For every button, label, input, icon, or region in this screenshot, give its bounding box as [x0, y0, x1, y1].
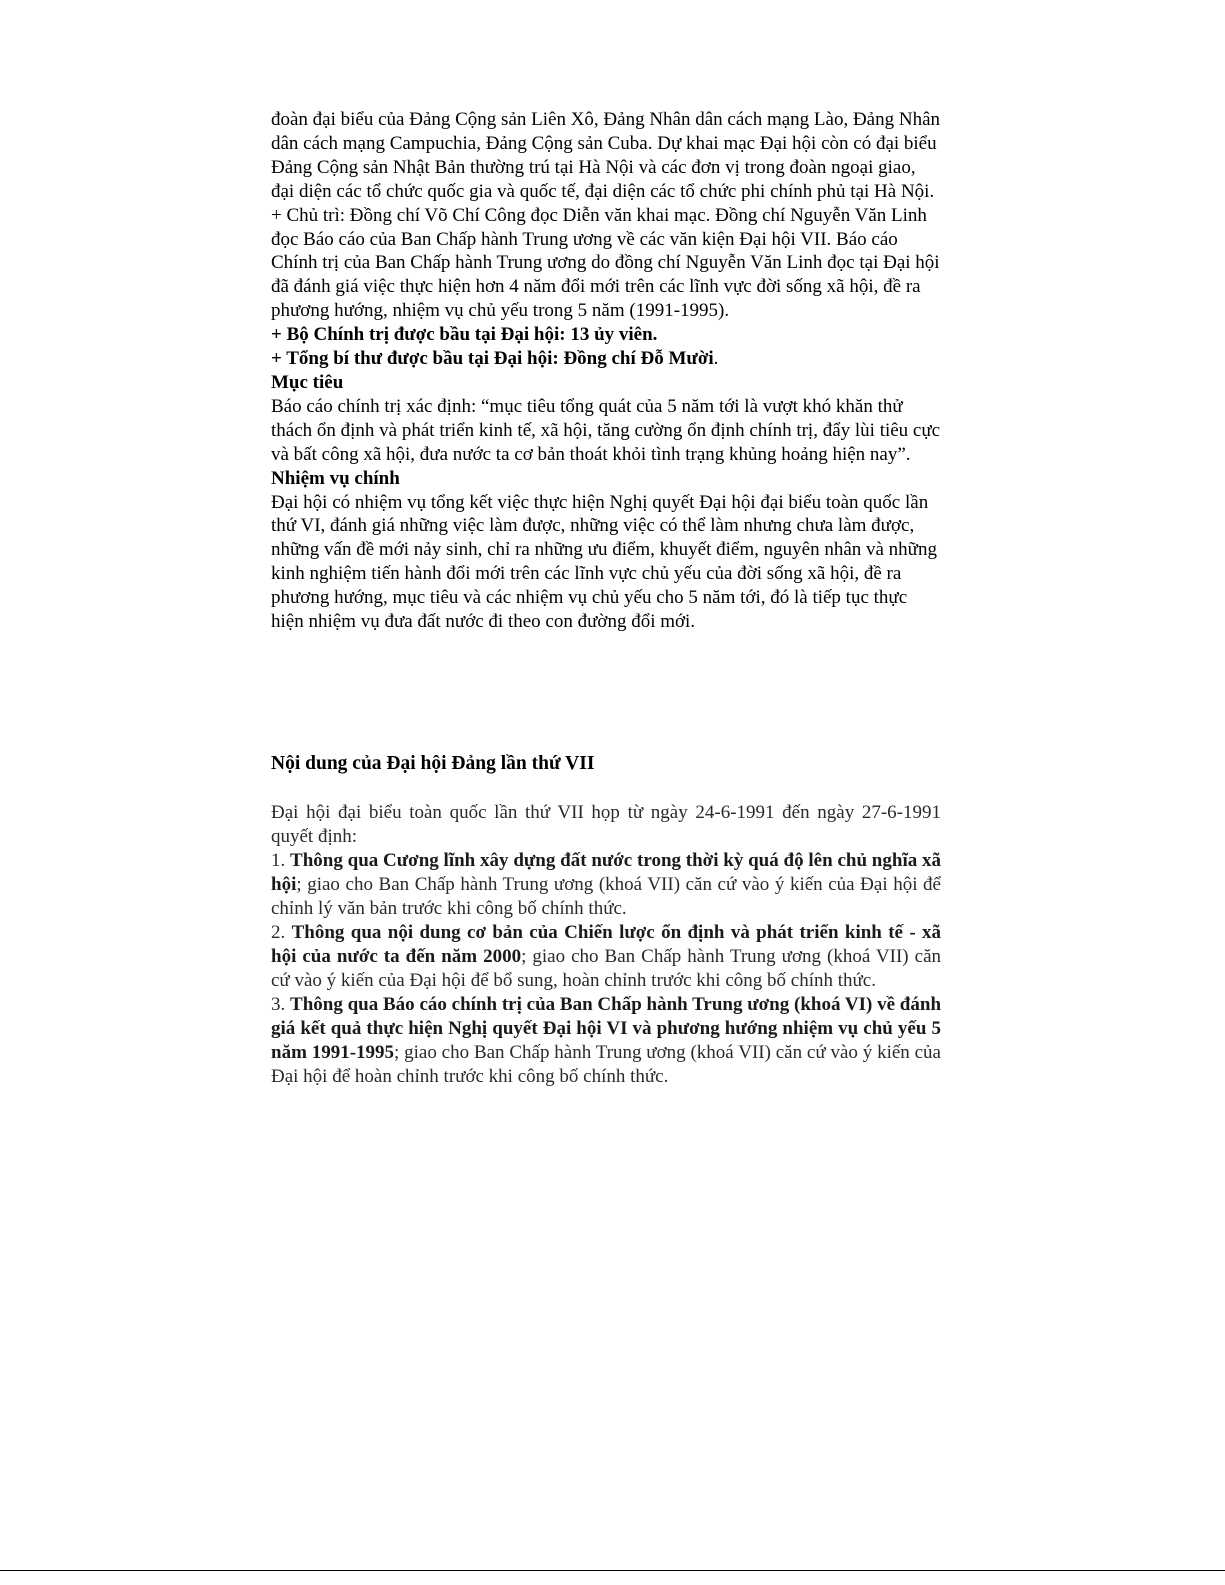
item-bold-text: Thông qua Báo cáo chính trị của Ban Chấp hành Trung ương (khoá VI) về đánh giá kết quả thực hiện Nghị quyết Đại hội VI và phương hướng nhiệm vụ chủ yếu 5 năm 1991-1995 [271, 994, 942, 1063]
item-bold-text: Thông qua nội dung cơ bản của Chiến lược ổn định và phát triển kinh tế - xã hội của nước ta đến năm 2000 [271, 922, 942, 967]
list-item [271, 849, 941, 921]
nhiem-vu-heading: Nhiệm vụ chính [271, 467, 400, 489]
muc-tieu-paragraph: Báo cáo chính trị xác định: “mục tiêu tổng quát của 5 năm tới là vượt khó khăn thử thách ổn định và phát triển kinh tế, xã hội, tăng cường ổn định chính trị, đẩy lùi tiêu cực và bất công xã hội, đưa nước ta cơ bản thoát khỏi tình trạng khủng hoảng hiện nay”. [271, 395, 941, 465]
section-content [271, 801, 941, 1089]
intro-block [271, 108, 941, 634]
list-item [271, 993, 941, 1089]
item-text: ; giao cho Ban Chấp hành Trung ương (khoá VII) căn cứ vào ý kiến của Đại hội để bổ sung, hoàn chỉnh trước khi công bố chính thức. [271, 946, 941, 991]
list-item [271, 921, 941, 993]
muc-tieu-heading: Mục tiêu [271, 371, 344, 393]
paragraph-chair: + Chủ trì: Đồng chí Võ Chí Công đọc Diễn văn khai mạc. Đồng chí Nguyễn Văn Linh đọc Báo cáo của Ban Chấp hành Trung ương về các văn kiện Đại hội VII. Báo cáo Chính trị của Ban Chấp hành Trung ương do đồng chí Nguyễn Văn Linh đọc tại Đại hội đã đánh giá việc thực hiện hơn 4 năm đổi mới trên các lĩnh vực đời sống xã hội, đề ra phương hướng, nhiệm vụ chủ yếu trong 5 năm (1991-1995). [271, 204, 940, 322]
item-number: 1. [271, 850, 291, 871]
section-lead: Đại hội đại biểu toàn quốc lần thứ VII họp từ ngày 24-6-1991 đến ngày 27-6-1991 quyết định: [271, 802, 941, 847]
general-secretary-line [271, 347, 941, 371]
nhiem-vu-paragraph: Đại hội có nhiệm vụ tổng kết việc thực hiện Nghị quyết Đại hội đại biểu toàn quốc lần thứ VI, đánh giá những việc làm được, những việc có thể làm nhưng chưa làm được, những vấn đề mới nảy sinh, chỉ ra những ưu điểm, khuyết điểm, nguyên nhân và những kinh nghiệm tiến hành đổi mới trên các lĩnh vực chủ yếu của đời sống xã hội, đề ra phương hướng, mục tiêu và các nhiệm vụ chủ yếu cho 5 năm tới, đó là tiếp tục thực hiện nhiệm vụ đưa đất nước đi theo con đường đổi mới. [271, 491, 937, 633]
section-heading: Nội dung của Đại hội Đảng lần thứ VII [271, 753, 595, 774]
item-bold-text: Thông qua Cương lĩnh xây dựng đất nước trong thời kỳ quá độ lên chủ nghĩa xã hội [271, 850, 942, 895]
item-text: ; giao cho Ban Chấp hành Trung ương (khoá VII) căn cứ vào ý kiến của Đại hội để hoàn chỉnh trước khi công bố chính thức. [271, 1042, 941, 1087]
politburo-line: + Bộ Chính trị được bầu tại Đại hội: 13 ủy viên. [271, 324, 658, 346]
item-text: ; giao cho Ban Chấp hành Trung ương (khoá VII) căn cứ vào ý kiến của Đại hội để chỉnh lý văn bản trước khi công bố chính thức. [271, 874, 941, 919]
item-number: 3. [271, 994, 291, 1015]
general-secretary-period: . [713, 348, 719, 370]
item-number: 2. [271, 922, 292, 943]
page-bottom-divider [0, 1570, 1225, 1571]
paragraph-delegations: đoàn đại biểu của Đảng Cộng sản Liên Xô, Đảng Nhân dân cách mạng Lào, Đảng Nhân dân cách mạng Campuchia, Đảng Cộng sản Cuba. Dự khai mạc Đại hội còn có đại biểu Đảng Cộng sản Nhật Bản thường trú tại Hà Nội và các đơn vị trong đoàn ngoại giao, đại diện các tổ chức quốc gia và quốc tế, đại diện các tổ chức phi chính phủ tại Hà Nội. [271, 109, 941, 202]
general-secretary-text: + Tổng bí thư được bầu tại Đại hội: Đồng chí Đỗ Mười [271, 348, 714, 370]
